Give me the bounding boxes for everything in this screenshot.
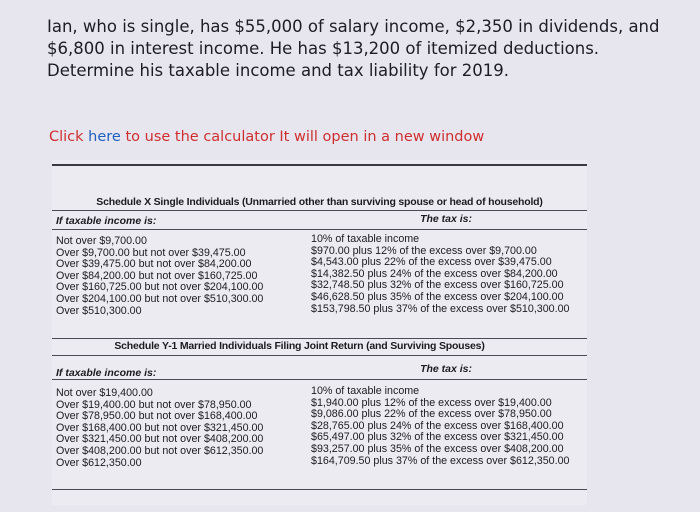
divider (52, 489, 587, 490)
tax-formula: $14,382.50 plus 24% of the excess over $84,200.00 (311, 267, 558, 280)
tax-formula: $164,709.50 plus 37% of the excess over $612,350.00 (311, 454, 570, 467)
schedule-y1-tax-header: The tax is: (420, 363, 472, 375)
tax-formula: $153,798.50 plus 37% of the excess over $510,300.00 (311, 302, 570, 315)
income-bracket: Over $84,200.00 but not over $160,725.00 (56, 269, 258, 282)
question-line: $6,800 in interest income. He has $13,200 of itemized deductions. (47, 39, 600, 58)
income-bracket: Over $204,100.00 but not over $510,300.00 (56, 292, 264, 305)
tax-formula: 10% of taxable income (311, 233, 420, 245)
schedule-y1-title: Schedule Y-1 Married Individuals Filing Joint Return (and Surviving Spouses) (114, 340, 485, 352)
schedule-x-title: Schedule X Single Individuals (Unmarried other than surviving spouse or head of household) (96, 196, 543, 208)
schedule-y1-income-header: If taxable income is: (56, 367, 157, 379)
calculator-prefix: Click (49, 129, 84, 145)
schedule-y1-tax-column (311, 386, 569, 467)
question-line: Determine his taxable income and tax liability for 2019. (47, 61, 509, 80)
schedule-x-tax-column (311, 234, 569, 315)
schedule-x-income-column (56, 236, 263, 317)
tax-rate-schedule-image (52, 160, 587, 505)
income-bracket: Over $39,475.00 but not over $84,200.00 (56, 258, 252, 271)
income-bracket: Not over $9,700.00 (56, 235, 147, 247)
tax-formula: 10% of taxable income (311, 385, 420, 397)
tax-formula: $32,748.50 plus 32% of the excess over $160,725.00 (311, 279, 564, 292)
tax-formula: $46,628.50 plus 35% of the excess over $204,100.00 (311, 290, 564, 303)
tax-formula: $93,257.00 plus 35% of the excess over $408,200.00 (311, 442, 564, 455)
income-bracket: Not over $19,400.00 (56, 387, 153, 399)
income-bracket: Over $321,450.00 but not over $408,200.00 (56, 433, 264, 446)
calculator-instruction (49, 129, 484, 145)
divider (52, 164, 587, 166)
divider (52, 338, 587, 339)
income-bracket: Over $510,300.00 (56, 304, 142, 317)
divider (52, 379, 587, 380)
tax-formula: $1,940.00 plus 12% of the excess over $19,400.00 (311, 396, 552, 409)
income-bracket: Over $78,950.00 but not over $168,400.00 (56, 410, 258, 423)
schedule-x-income-header: If taxable income is: (56, 215, 157, 227)
tax-formula: $4,543.00 plus 22% of the excess over $39,475.00 (311, 256, 552, 269)
income-bracket: Over $9,700.00 but not over $39,475.00 (56, 246, 246, 259)
schedule-x-tax-header: The tax is: (420, 213, 472, 225)
tax-formula: $9,086.00 plus 22% of the excess over $78,950.00 (311, 408, 552, 421)
income-bracket: Over $612,350.00 (56, 456, 142, 469)
income-bracket: Over $19,400.00 but not over $78,950.00 (56, 398, 252, 411)
question-line: Ian, who is single, has $55,000 of salary income, $2,350 in dividends, and (47, 17, 660, 36)
divider (52, 229, 587, 230)
calculator-suffix: to use the calculator It will open in a new window (125, 129, 485, 145)
tax-formula: $65,497.00 plus 32% of the excess over $321,450.00 (311, 431, 564, 444)
calculator-link[interactable]: here (88, 129, 121, 145)
divider (52, 355, 587, 356)
income-bracket: Over $168,400.00 but not over $321,450.00 (56, 421, 264, 434)
schedule-y1-income-column (56, 388, 263, 469)
question-text (47, 16, 677, 82)
divider (52, 210, 587, 211)
income-bracket: Over $160,725.00 but not over $204,100.00 (56, 281, 264, 294)
income-bracket: Over $408,200.00 but not over $612,350.00 (56, 444, 264, 457)
tax-formula: $28,765.00 plus 24% of the excess over $168,400.00 (311, 419, 564, 432)
tax-formula: $970.00 plus 12% of the excess over $9,700.00 (311, 244, 537, 257)
